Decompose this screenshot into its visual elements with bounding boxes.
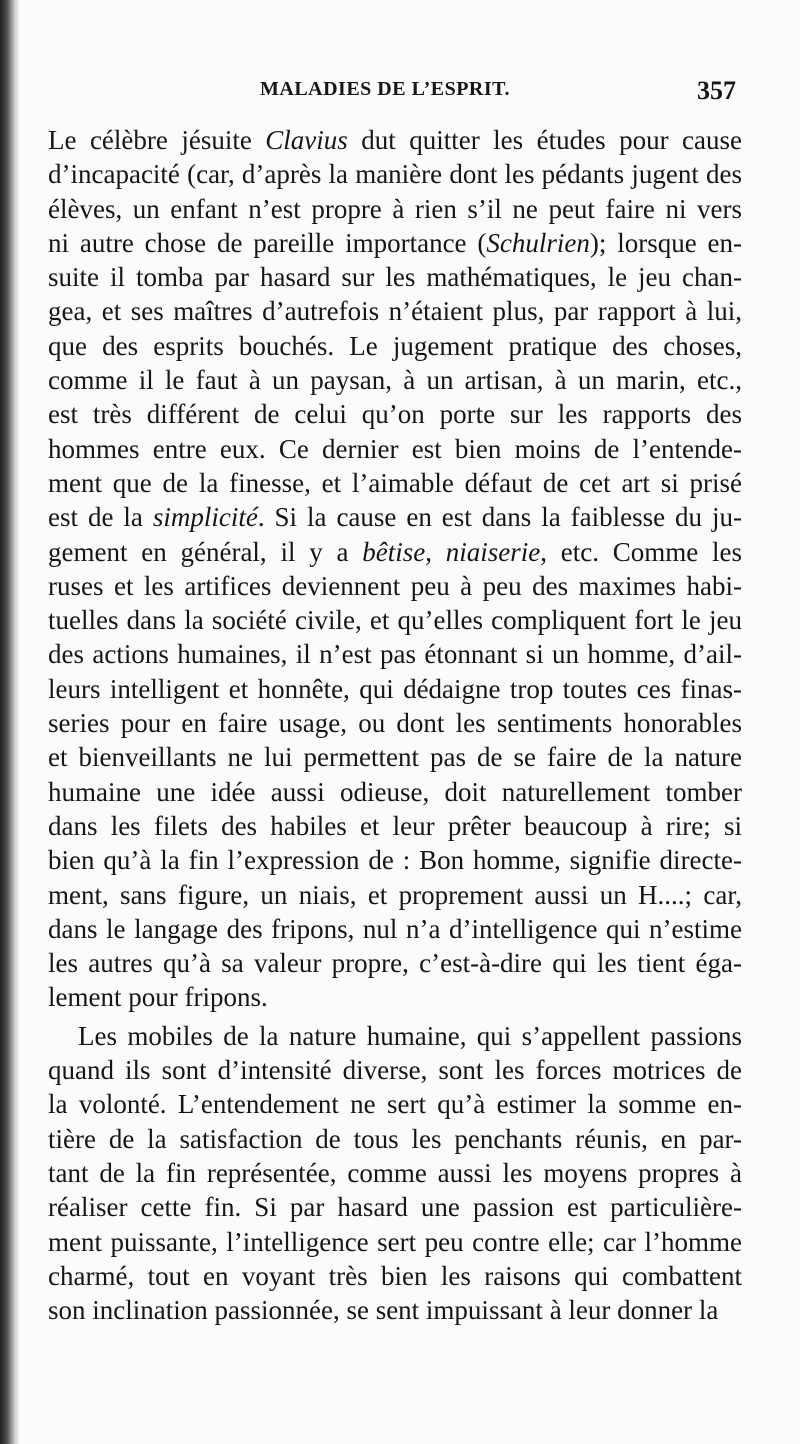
text-line: ruses et les artifices deviennent peu à peu des maximes habi- — [48, 570, 742, 601]
text-line: series pour en faire usage, ou dont les sentiments honorables — [48, 708, 742, 739]
text-line: les autres qu’à sa valeur propre, c’est-à-dire qui les tient éga- — [48, 948, 742, 979]
text-line: Les mobiles de la nature humaine, qui s’appellent passions — [78, 1020, 742, 1051]
text-line: bien qu’à la fin l’expression de : Bon homme, signifie directe- — [48, 845, 742, 876]
text-line: tuelles dans la société civile, et qu’elles compliquent fort le jeu — [48, 605, 742, 636]
body-text — [48, 123, 742, 1327]
text-line: que des esprits bouchés. Le jugement pratique des choses, — [48, 330, 742, 361]
text-line: comme il le faut à un paysan, à un artisan, à un marin, etc., — [48, 365, 742, 396]
text-line: tière de la satisfaction de tous les penchants réunis, en par- — [48, 1123, 742, 1154]
text-line: élèves, un enfant n’est propre à rien s’il ne peut faire ni vers — [48, 193, 742, 224]
text-line: ment puissante, l’intelligence sert peu contre elle; car l’homme — [48, 1226, 742, 1257]
text-line: est de la simplicité. Si la cause en est dans la faiblesse du ju- — [48, 502, 742, 533]
text-line: tant de la fin représentée, comme aussi les moyens propres à — [48, 1157, 742, 1188]
text-line: leurs intelligent et honnête, qui dédaigne trop toutes ces finas- — [48, 673, 742, 704]
text-line: dans le langage des fripons, nul n’a d’intelligence qui n’estime — [48, 913, 742, 944]
text-line: gea, et ses maîtres d’autrefois n’étaient plus, par rapport à lui, — [48, 296, 742, 327]
text-line: est très différent de celui qu’on porte sur les rapports des — [48, 399, 742, 430]
page-binding-shadow — [0, 0, 20, 1444]
text-line: quand ils sont d’intensité diverse, sont les forces motrices de — [48, 1055, 742, 1086]
text-line: ni autre chose de pareille importance (Schulrien); lorsque en- — [48, 227, 742, 258]
text-line: ment, sans figure, un niais, et proprement aussi un H....; car, — [48, 879, 742, 910]
text-line: d’incapacité (car, d’après la manière dont les pédants jugent des — [48, 159, 742, 190]
text-line: dans les filets des habiles et leur prêter beaucoup à rire; si — [48, 810, 742, 841]
text-line: humaine une idée aussi odieuse, doit naturellement tomber — [48, 776, 742, 807]
text-line: la volonté. L’entendement ne sert qu’à estimer la somme en- — [48, 1089, 742, 1120]
paragraph — [48, 123, 742, 1015]
text-line: réaliser cette fin. Si par hasard une passion est particulière- — [48, 1192, 742, 1223]
text-line: suite il tomba par hasard sur les mathématiques, le jeu chan- — [48, 262, 742, 293]
text-line: Le célèbre jésuite Clavius dut quitter les études pour cause — [48, 125, 742, 155]
text-line: son inclination passionnée, se sent impuissant à leur donner la — [48, 1295, 719, 1326]
text-line: lement pour fripons. — [48, 982, 268, 1013]
text-line: charmé, tout en voyant très bien les raisons qui combattent — [48, 1260, 742, 1291]
text-line: gement en général, il y a bêtise, niaiserie, etc. Comme les — [48, 536, 742, 567]
paragraph — [48, 1019, 742, 1328]
running-title: MALADIES DE L’ESPRIT. — [260, 78, 511, 100]
text-line: hommes entre eux. Ce dernier est bien moins de l’entende- — [48, 433, 742, 464]
text-line: et bienveillants ne lui permettent pas de se faire de la nature — [48, 742, 742, 773]
page-number: 357 — [697, 76, 736, 105]
text-line: des actions humaines, il n’est pas étonnant si un homme, d’ail- — [48, 639, 742, 670]
text-line: ment que de la finesse, et l’aimable défaut de cet art si prisé — [48, 467, 742, 498]
running-head — [48, 78, 742, 108]
